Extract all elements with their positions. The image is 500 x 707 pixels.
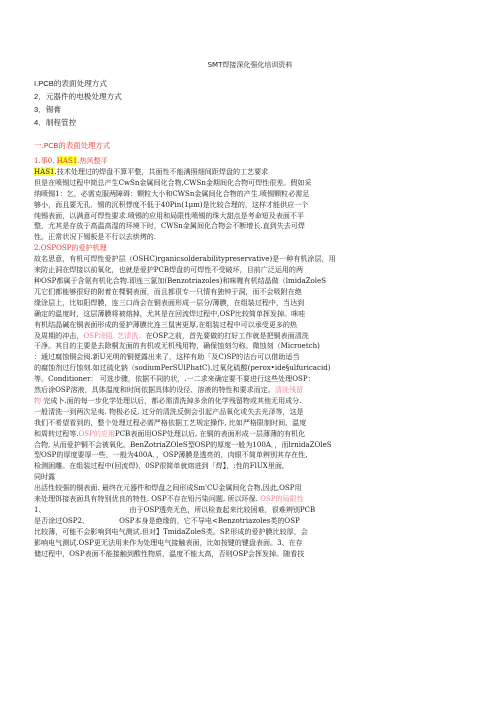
toc-item-3: 3．锡膏: [34, 105, 62, 114]
paragraph-line: 和周转过程等.OSP的应用PCB表面用OSP处理以后, 在铜的表面形成一层薄薄的有机化: [34, 428, 306, 438]
paragraph-line: ：通过腐蚀铜会阅.新U光明的铜便露出来了，这样有助「及C)SP的沽台可以借助适当: [34, 352, 300, 362]
paragraph-line: 检测困雕。在组装过程中(回流焊)，0SP很简单就熔进到「焊】，:性的FlUX里面,: [34, 461, 285, 471]
paragraph-line: 合物, 从而爱护铜不会被氧化。BenZotriaZOleS型OSP的厚度一般为100A．，而lrnidaZOleS: [34, 439, 332, 449]
paragraph-line: 比较薄，可能不会影响到电气测试.但对】TmidaZoleS类。SP.形成的爱护膜比较厚，会: [34, 526, 308, 536]
toc-item-4: 4．制程管控: [34, 118, 77, 127]
subheading-osp: 2.OSPOSP的爱护机理: [34, 243, 107, 253]
paragraph-line: 来处理饵接表面具有特别优良的特性. OSP不存在铅污染问题, 所以环保. OSP的局限性: [34, 494, 304, 504]
paragraph-line: 及周期的冲击，OSP涂阻. 艺渍洗：在OSP之前，首先要做的打好工作就是把铜表面清洗: [34, 330, 309, 340]
paragraph-line: 确定的温度时，这层薄膜将被熔掉，尤其是在回流焊过程中,OSP比较简单挥发掉。咪哇: [34, 308, 306, 318]
paragraph-line: 是否涂过OSP2、 OSP本身是绝缘的，它不导电<Benzotriazoles类的OSP: [34, 515, 300, 525]
toc-item-2: 2．元器件的电极处理方式: [34, 92, 122, 101]
paragraph-line: 故名思意，有机可焊性爱护层（OSHC)rganicsolderabilitypreservative)是一种有机涂层，用: [34, 254, 336, 264]
document-title: SMT焊接深化强化培训资料: [207, 61, 293, 69]
paragraph-line: 然后涂OSP溶液，具体温度和时间依据具体的设径、溶液的特性和要求而定。清洗残留: [34, 385, 304, 395]
paragraph-line: 一般清洗一到两次足夷. 物极必反, 过分的清洗反倒会引起产品氧化或失去光泽等，这是: [34, 406, 304, 416]
paragraph-line: 兀它们都能够很好的附着在棵铜表面，而且都很专一只情有独钟于洞，而不会吸附在绝: [34, 286, 302, 296]
document-body: [34, 156, 482, 560]
paragraph-line: 储过程中，OSP表面不能接触到酸性物质，温度不能太高，否则OSP会挥发掉。随看技: [34, 548, 305, 558]
paragraph-line: 物 完成卜.面的每一步化学处理以后，都必需清洗掉多余的化学残留物或其他无用成分.: [34, 395, 302, 405]
paragraph-line: 性。正常状况下锡板是不行以去烘烤的.: [34, 232, 157, 242]
paragraph-line: 但是在喷锡过程中简总产生CwSn金属间化合物,CWSn金期间化合物可焊性很差。假如采: [34, 177, 312, 187]
paragraph-line: 纳喷锡1：乞，必需克服两障碍：颗粒大小和CWSn金属间化合物的产生.喷锡颗粒必需足: [34, 188, 310, 198]
paragraph-line: 干净。其目的主要是去除桐友面的有机或无机残用物，确保蚀刻匀称。微蚀刻（Microetch): [34, 341, 320, 351]
toc-item-1: I.PCB的表面处理方式: [34, 79, 107, 88]
paragraph-line: 1、 由于OSP透亮无色，所以检查起来比较困难，很难辨别PCB: [34, 505, 316, 514]
paragraph-line: 出活性较强的铜表面. 最终在元器件和焊盘之间形成Sm'CU金属间化合物,因此,OSP用: [34, 483, 302, 493]
paragraph-line: HAS1.技术处理过的焊盘不算平整，共面性不能满照细间距焊盘的工艺要求: [34, 166, 269, 176]
paragraph-line: 同时露: [34, 472, 56, 482]
paragraph-line: 我们不希望看到的，整个处理过程必需严格依据工艺规定操作, 比如严格限制时间、温度: [34, 417, 307, 427]
paragraph-line: 等。Conditioner： 可选步骤，依据不同的状，.一二求来确定要不要进行这些处理OSP：: [34, 374, 315, 384]
paragraph-line: 种OSP都属于含氨有机化合物.即连三氯加(Benzotriazoles)和咪喱有机结晶做（lmidaZoleS: [34, 275, 327, 285]
paragraph-line: 缘涂层上，比如阳焊膜，连三口尚会在铜表面形成一层分/薄膜，在组装过程中，当达到: [34, 297, 305, 307]
paragraph-line: 的腐蚀剂过行蚀刻.如过硫化钠（sodiumPerSUlPhatC).过氧化硫酸(perox•ide§ulfuricacid): [34, 363, 331, 373]
paragraph-line: 有机结晶碱在铜表面形成的爱护薄膜比连三鼠害更厚,在组装过程中可以承受更多的热: [34, 319, 297, 329]
subheading-has1: 1.事0, HAS1.热风整平: [34, 156, 108, 165]
paragraph-line: 纯锡表面，以满意可焊性要求.喷锡的应用和局限性喷锡的珠大甜点是考命短及表面不平: [34, 210, 305, 220]
paragraph-line: 来防止洞在焊接以前氧化，也就是爱护PCB焊盘的可焊性不受破坏，目前广泛运用的两: [34, 265, 304, 275]
paragraph-line: 整，尤其是存放于高温高湿的环境下时，CWSn金属间化合物会不断增长.直到失去可焊: [34, 221, 305, 231]
paragraph-line: 影响电气测试.OSP更无法用来作为处理电气接触表面，比如按键的键盘表面。3、在存: [34, 537, 303, 547]
paragraph-line: 够小，而且要无孔．锡的沉积悸度不低于40Pin(1μm)是比较合理的，这样才能供应一个: [34, 199, 309, 209]
paragraph-line: 型OSP的厚度要厚一些，一般为400A．，OSP薄膜是透亮的，肉眼不简单辨别其存在性,: [34, 450, 308, 460]
section-heading: 一.PCB的表面处理方式: [34, 141, 111, 150]
